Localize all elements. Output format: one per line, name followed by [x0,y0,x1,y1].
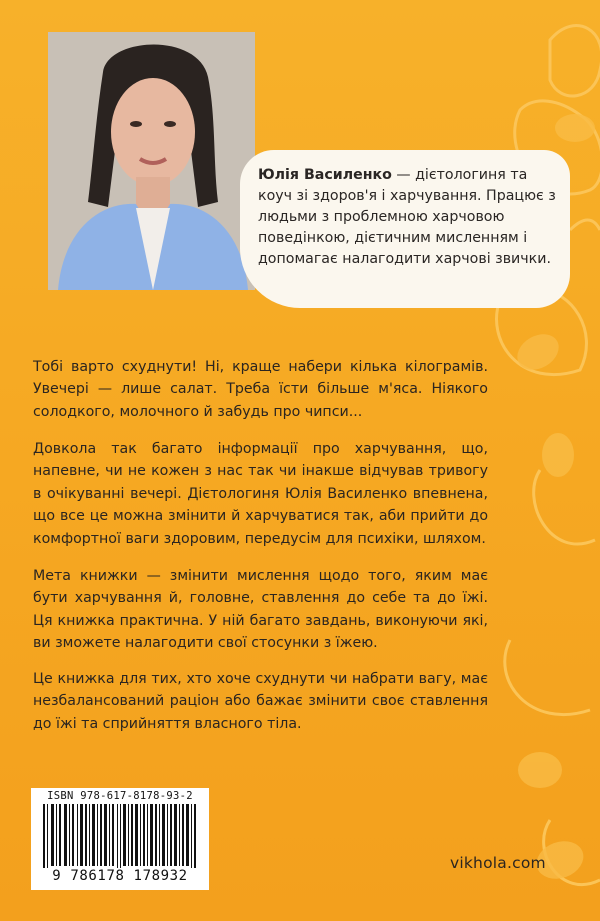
author-name: Юлія Василенко [258,167,392,183]
blurb-paragraph-4: Це книжка для тих, хто хоче схуднути чи набрати вагу, має незбалансований раціон або бажає змінити своє ставлення до їжі та сприйняття власного тіла. [33,671,488,732]
blurb-paragraph-2: Довкола так багато інформації про харчування, що, напевне, чи не кожен з нас так чи інакше відчував тривогу в очікуванні вечері. Дієтологиня Юлія Василенко впевнена, що все це можна змінити й харчуватися так, аби прийти до комфортної ваги здоровим, передусім для психіки, шляхом. [33,441,488,547]
author-bio [258,165,560,270]
blurb-paragraph-1: Тобі варто схуднути! Ні, краще набери кілька кілограмів. Увечері — лише салат. Треба їсти більше м'яса. Ніякого солодкого, молочного й забудь про чипси... [33,359,488,420]
fruit-outline-decoration [480,0,600,921]
author-portrait-icon [48,32,255,290]
isbn-barcode [31,788,209,890]
barcode-icon [31,804,209,874]
blurb-paragraph-3: Мета книжки — змінити мислення щодо того, яким має бути харчування й, головне, ставлення до себе та до їжі. Ця книжка практична. У ній багато завдань, виконуючи які, ви зможете налагодити свої стосунки з їжею. [33,568,488,652]
publisher-website[interactable]: vikhola.com [450,854,546,872]
author-photo [48,32,255,290]
author-bio-text: — дієтологиня та коуч зі здоров'я і харчування. Працює з людьми з проблемною харчовою поведінкою, дієтичним мисленням і допомагає налагодити харчові звички. [258,167,556,267]
isbn-label: ISBN 978-617-8178-93-2 [47,790,193,802]
barcode-number: 9 786178 178932 [31,868,209,884]
